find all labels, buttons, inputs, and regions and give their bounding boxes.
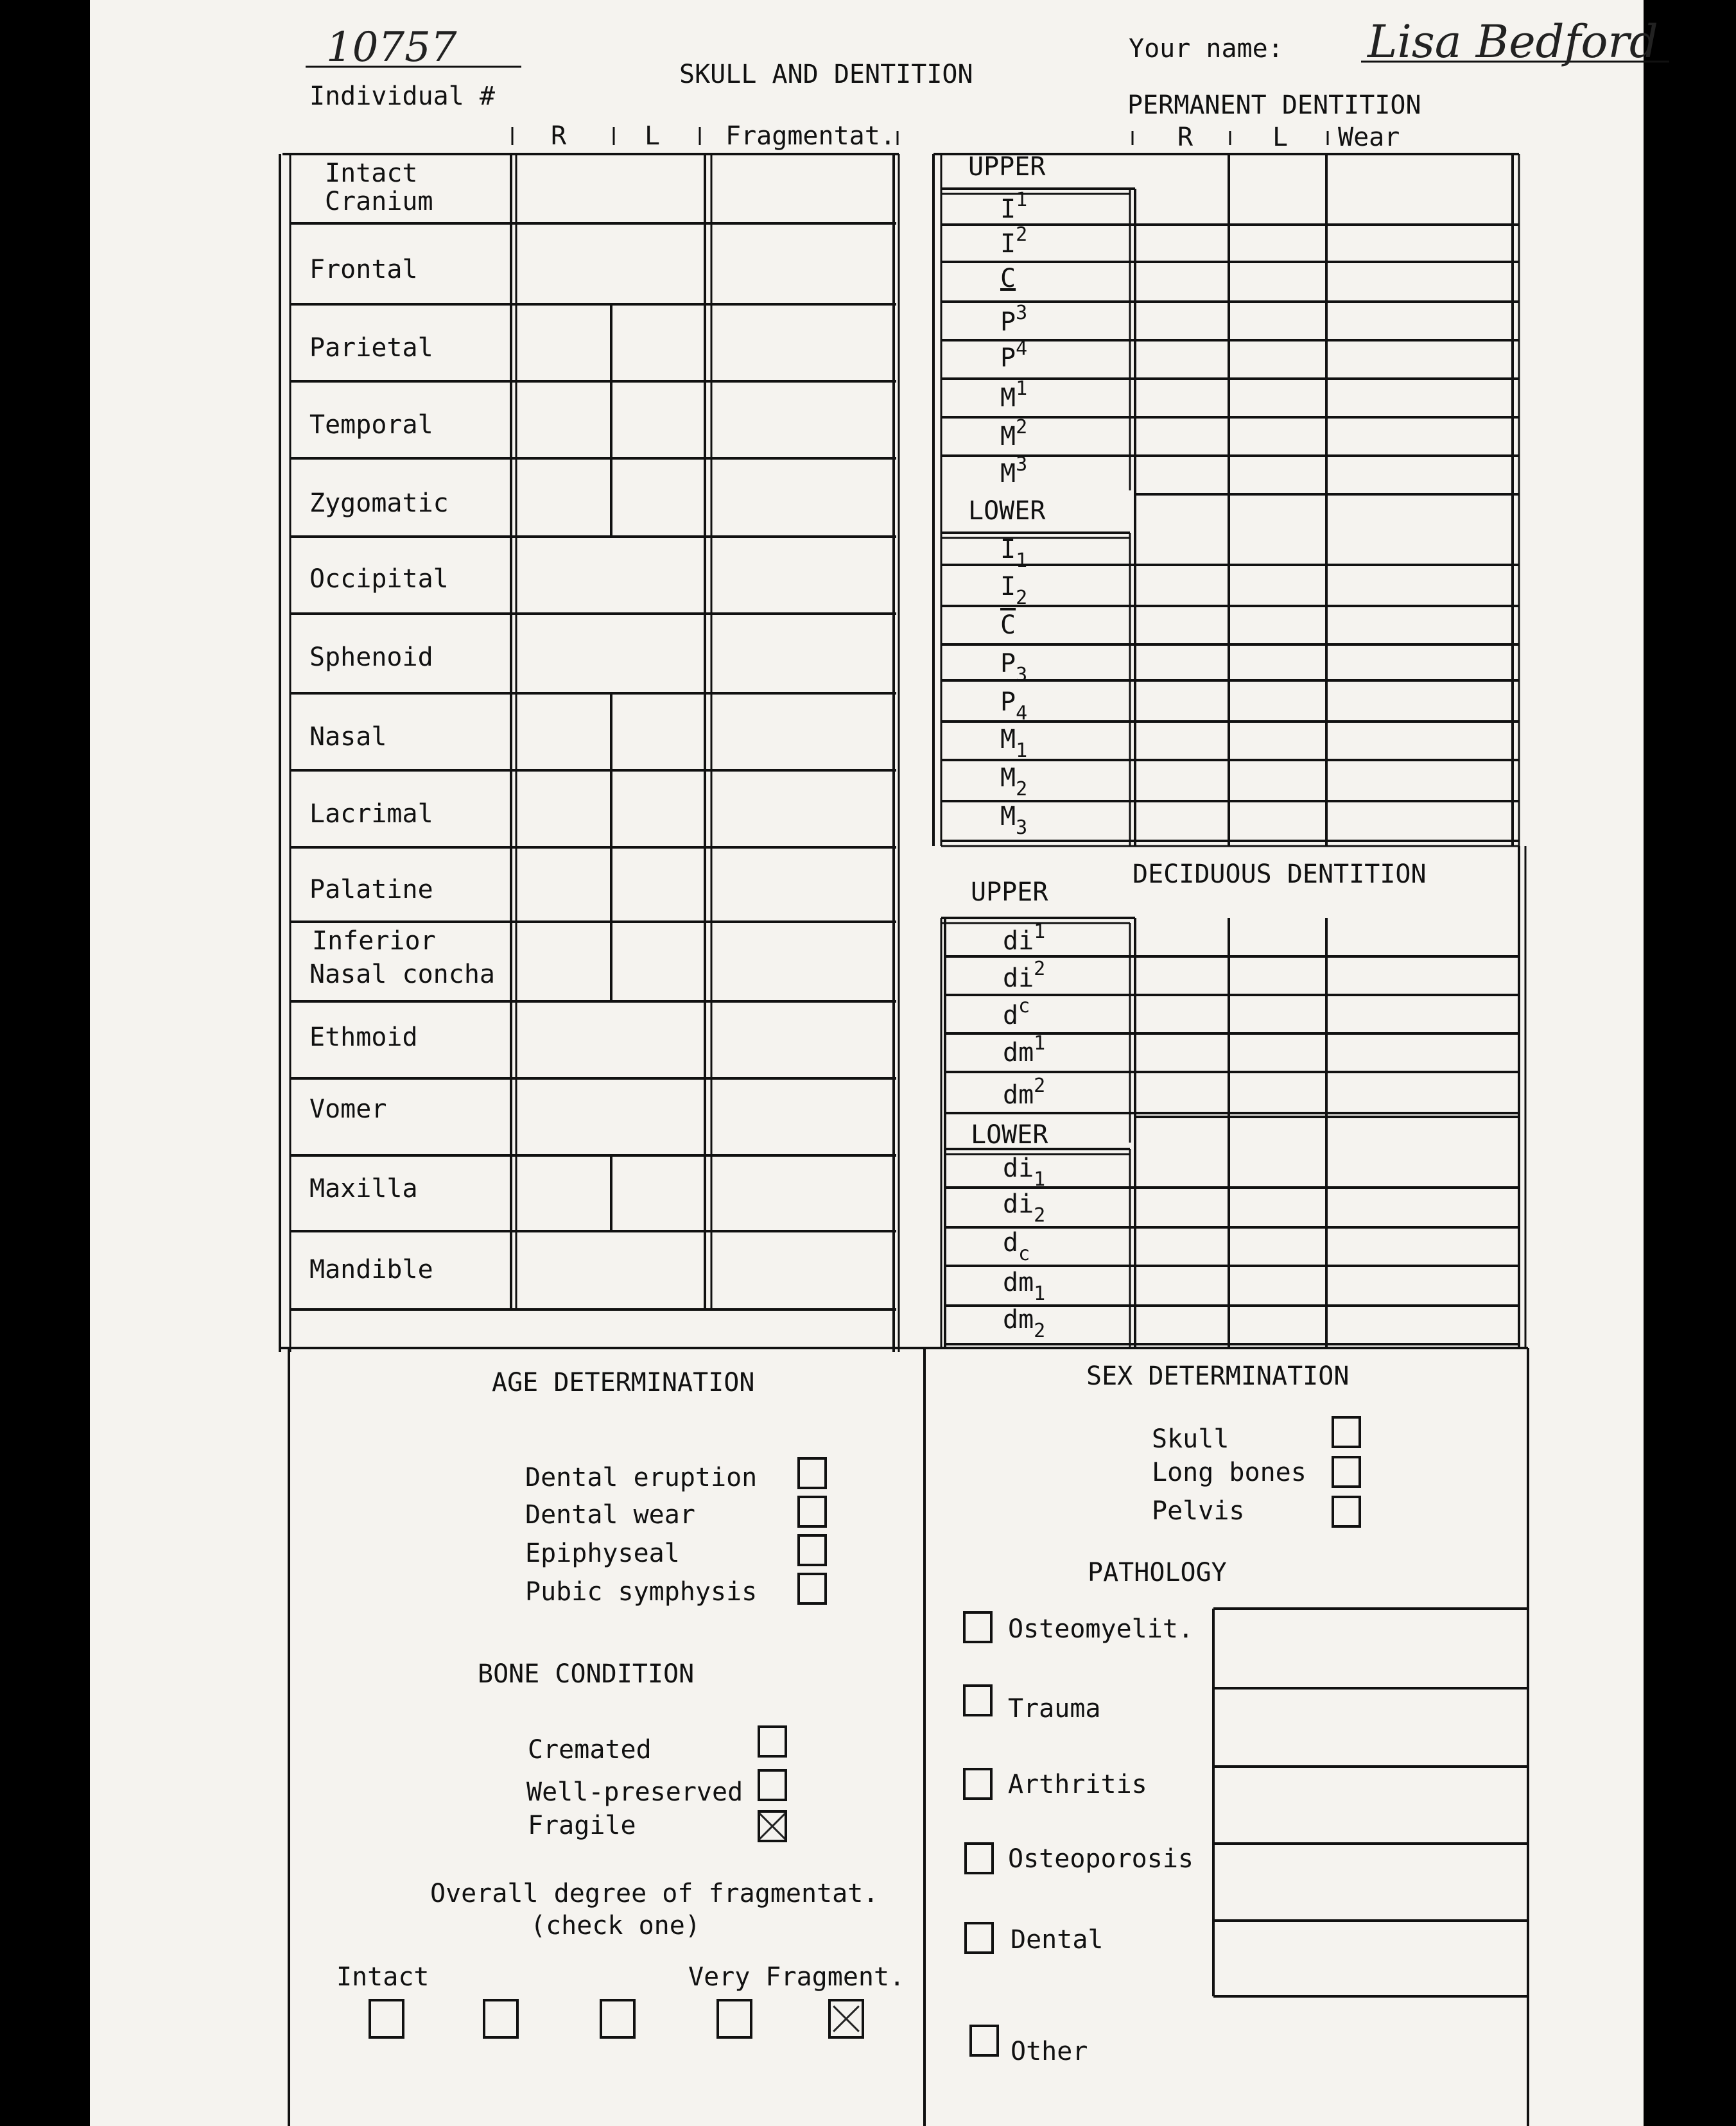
tooth-base: M xyxy=(1000,422,1016,451)
bone-checkbox[interactable] xyxy=(758,1725,787,1758)
tooth-base: P xyxy=(1000,307,1016,337)
tooth-sup: 2 xyxy=(1016,223,1028,246)
tooth-sup: 1 xyxy=(1034,1032,1046,1055)
tooth-sup: c xyxy=(1018,995,1030,1017)
skull-row-label: Inferior xyxy=(312,926,436,956)
pathology-checkbox[interactable] xyxy=(969,2025,999,2057)
skull-col-l: L xyxy=(645,121,661,151)
fragmentation-title: Overall degree of fragmentat. xyxy=(430,1879,879,1908)
tooth-base: $\overline{C}$ xyxy=(1000,610,1016,640)
tooth-base: P xyxy=(1000,649,1016,678)
tooth-sub: 3 xyxy=(1016,817,1028,839)
sex-determination-title: SEX DETERMINATION xyxy=(1086,1361,1350,1391)
fragmentation-intact-label: Intact xyxy=(336,1962,430,1992)
pathology-checkbox[interactable] xyxy=(964,1842,994,1874)
tooth-sub: 4 xyxy=(1016,702,1028,725)
tooth-sup: 2 xyxy=(1016,416,1028,438)
tooth-sub: c xyxy=(1018,1243,1030,1265)
age-checkbox[interactable] xyxy=(797,1496,827,1528)
pathology-title: PATHOLOGY xyxy=(1088,1558,1227,1587)
sex-checkbox[interactable] xyxy=(1332,1416,1361,1448)
tooth-base: dm xyxy=(1003,1080,1034,1110)
deciduous-dentition-title: DECIDUOUS DENTITION xyxy=(1133,860,1427,889)
dec-lower-label: LOWER xyxy=(971,1120,1048,1150)
tooth-base: d xyxy=(1003,1001,1019,1030)
perm-lower-tooth xyxy=(1000,763,1028,800)
dec-lower-tooth xyxy=(1003,1305,1046,1342)
skull-row-label: Intact xyxy=(325,159,418,188)
dec-lower-tooth xyxy=(1003,1268,1046,1305)
bone-checkbox[interactable] xyxy=(758,1810,787,1842)
age-label: Dental eruption xyxy=(525,1463,758,1492)
form-title: SKULL AND DENTITION xyxy=(679,60,973,89)
age-checkbox[interactable] xyxy=(797,1573,827,1605)
skull-row-label: Sphenoid xyxy=(309,643,433,672)
perm-upper-label: UPPER xyxy=(968,152,1046,182)
dec-lower-tooth xyxy=(1003,1154,1046,1191)
perm-lower-tooth xyxy=(1000,649,1028,686)
tooth-sup: 2 xyxy=(1034,958,1046,980)
age-label: Dental wear xyxy=(525,1500,695,1530)
permanent-dentition-title: PERMANENT DENTITION xyxy=(1127,91,1421,120)
age-label: Epiphyseal xyxy=(525,1539,680,1568)
tooth-sup: 2 xyxy=(1034,1075,1046,1097)
perm-lower-tooth xyxy=(1000,802,1028,839)
skull-row-label: Frontal xyxy=(309,255,418,284)
fragmentation-checkbox[interactable] xyxy=(483,1999,519,2039)
dec-upper-tooth xyxy=(1003,1032,1046,1067)
pathology-checkbox[interactable] xyxy=(963,1684,993,1716)
pathology-label: Dental xyxy=(1011,1925,1104,1955)
perm-lower-tooth xyxy=(1000,687,1028,725)
dec-upper-tooth xyxy=(1003,958,1046,993)
bone-checkbox[interactable] xyxy=(758,1769,787,1801)
perm-col-wear: Wear xyxy=(1338,123,1400,152)
pathology-label: Other xyxy=(1011,2037,1088,2066)
perm-upper-tooth xyxy=(1000,377,1028,413)
tooth-sup: 3 xyxy=(1016,453,1028,476)
perm-lower-tooth xyxy=(1000,535,1028,572)
tooth-base: P xyxy=(1000,343,1016,373)
skull-row-label: Palatine xyxy=(309,875,433,904)
perm-col-l: L xyxy=(1272,123,1289,152)
individual-label: Individual # xyxy=(309,82,495,111)
skull-row-label: Ethmoid xyxy=(309,1023,418,1052)
skull-row-label: Vomer xyxy=(309,1094,387,1124)
tooth-sub: 2 xyxy=(1034,1204,1046,1227)
tooth-sup: 1 xyxy=(1016,189,1028,211)
skull-row-label: Mandible xyxy=(309,1255,433,1284)
your-name-label: Your name: xyxy=(1129,34,1283,64)
tooth-base: I xyxy=(1000,572,1016,601)
tooth-base: M xyxy=(1000,802,1016,831)
sex-checkbox[interactable] xyxy=(1332,1456,1361,1488)
dec-upper-tooth xyxy=(1003,920,1046,956)
skull-row-label-line2: Cranium xyxy=(325,187,433,216)
perm-upper-tooth xyxy=(1000,266,1016,291)
pathology-label: Trauma xyxy=(1008,1694,1101,1724)
tooth-sub: 2 xyxy=(1034,1320,1046,1342)
tooth-sup: 4 xyxy=(1016,338,1028,360)
tooth-base: P xyxy=(1000,687,1016,717)
fragmentation-checkbox[interactable] xyxy=(828,1999,864,2039)
tooth-base: di xyxy=(1003,926,1034,956)
dec-upper-tooth xyxy=(1003,1075,1046,1110)
skull-row-label: Nasal xyxy=(309,722,387,752)
skull-col-frag: Fragmentat. xyxy=(725,121,896,151)
tooth-base: di xyxy=(1003,1154,1034,1183)
tooth-base: I xyxy=(1000,229,1016,259)
perm-upper-tooth xyxy=(1000,453,1028,488)
tooth-base: dm xyxy=(1003,1305,1034,1335)
sex-label: Long bones xyxy=(1152,1458,1306,1487)
skull-row-label: Maxilla xyxy=(309,1174,418,1204)
perm-lower-label: LOWER xyxy=(968,496,1046,526)
pathology-label: Osteoporosis xyxy=(1008,1844,1194,1874)
tooth-sup: 1 xyxy=(1034,920,1046,943)
skull-row-label: Zygomatic xyxy=(309,488,449,518)
perm-upper-tooth xyxy=(1000,223,1028,259)
tooth-base: dm xyxy=(1003,1038,1034,1067)
skull-row-label-line2: Nasal concha xyxy=(309,960,495,989)
dec-upper-tooth xyxy=(1003,995,1030,1030)
pathology-label: Arthritis xyxy=(1008,1770,1147,1799)
tooth-sub: 1 xyxy=(1034,1283,1046,1305)
age-label: Pubic symphysis xyxy=(525,1577,758,1607)
fragmentation-very-label: Very Fragment. xyxy=(688,1962,905,1992)
tooth-base: dm xyxy=(1003,1268,1034,1297)
perm-upper-tooth xyxy=(1000,302,1028,337)
tooth-base: di xyxy=(1003,1189,1034,1219)
perm-lower-tooth xyxy=(1000,572,1028,609)
tooth-sup: 1 xyxy=(1016,377,1028,400)
tooth-base: C xyxy=(1000,264,1016,293)
fragmentation-checkbox[interactable] xyxy=(600,1999,636,2039)
skull-row-label: Parietal xyxy=(309,333,433,363)
tooth-base: di xyxy=(1003,964,1034,993)
dec-lower-tooth xyxy=(1003,1228,1030,1265)
tooth-base: M xyxy=(1000,725,1016,754)
perm-upper-tooth xyxy=(1000,416,1028,451)
tooth-base: d xyxy=(1003,1228,1019,1257)
pathology-label: Osteomyelit. xyxy=(1008,1614,1194,1644)
sex-checkbox[interactable] xyxy=(1332,1496,1361,1528)
tooth-sup: 3 xyxy=(1016,302,1028,324)
tooth-base: I xyxy=(1000,194,1016,224)
your-name-value: Lisa Bedford xyxy=(1367,15,1658,68)
tooth-base: M xyxy=(1000,383,1016,413)
fragmentation-subtitle: (check one) xyxy=(530,1911,700,1940)
bone-condition-title: BONE CONDITION xyxy=(478,1659,695,1689)
bone-label: Fragile xyxy=(528,1811,636,1840)
age-checkbox[interactable] xyxy=(797,1457,827,1489)
pathology-checkbox[interactable] xyxy=(964,1922,994,1954)
skull-row-label: Lacrimal xyxy=(309,799,433,829)
perm-lower-tooth xyxy=(1000,612,1016,638)
tooth-sub: 1 xyxy=(1016,739,1028,762)
pathology-checkbox[interactable] xyxy=(963,1768,993,1800)
fragmentation-checkbox[interactable] xyxy=(716,1999,752,2039)
skull-row-label: Temporal xyxy=(309,410,433,440)
tooth-base: I xyxy=(1000,535,1016,564)
dec-upper-label: UPPER xyxy=(971,877,1048,907)
bone-label: Cremated xyxy=(528,1735,652,1765)
sex-label: Skull xyxy=(1152,1424,1229,1454)
tooth-sub: 1 xyxy=(1016,549,1028,572)
tooth-sub: 2 xyxy=(1016,778,1028,800)
age-checkbox[interactable] xyxy=(797,1534,827,1566)
tooth-base: M xyxy=(1000,763,1016,793)
perm-col-r: R xyxy=(1177,123,1194,152)
bone-label: Well-preserved xyxy=(526,1777,743,1807)
perm-upper-tooth xyxy=(1000,338,1028,373)
skull-row-label: Occipital xyxy=(309,564,449,594)
skull-col-r: R xyxy=(551,121,567,151)
tooth-sub: 1 xyxy=(1034,1168,1046,1191)
sex-label: Pelvis xyxy=(1152,1496,1245,1526)
pathology-checkbox[interactable] xyxy=(963,1611,993,1643)
dec-lower-tooth xyxy=(1003,1189,1046,1227)
individual-number: 10757 xyxy=(326,24,457,71)
fragmentation-checkbox[interactable] xyxy=(369,1999,404,2039)
tooth-base: M xyxy=(1000,459,1016,488)
tooth-sub: 3 xyxy=(1016,664,1028,686)
perm-upper-tooth xyxy=(1000,189,1028,224)
perm-lower-tooth xyxy=(1000,725,1028,762)
tooth-sub: 2 xyxy=(1016,587,1028,609)
age-determination-title: AGE DETERMINATION xyxy=(492,1368,755,1397)
